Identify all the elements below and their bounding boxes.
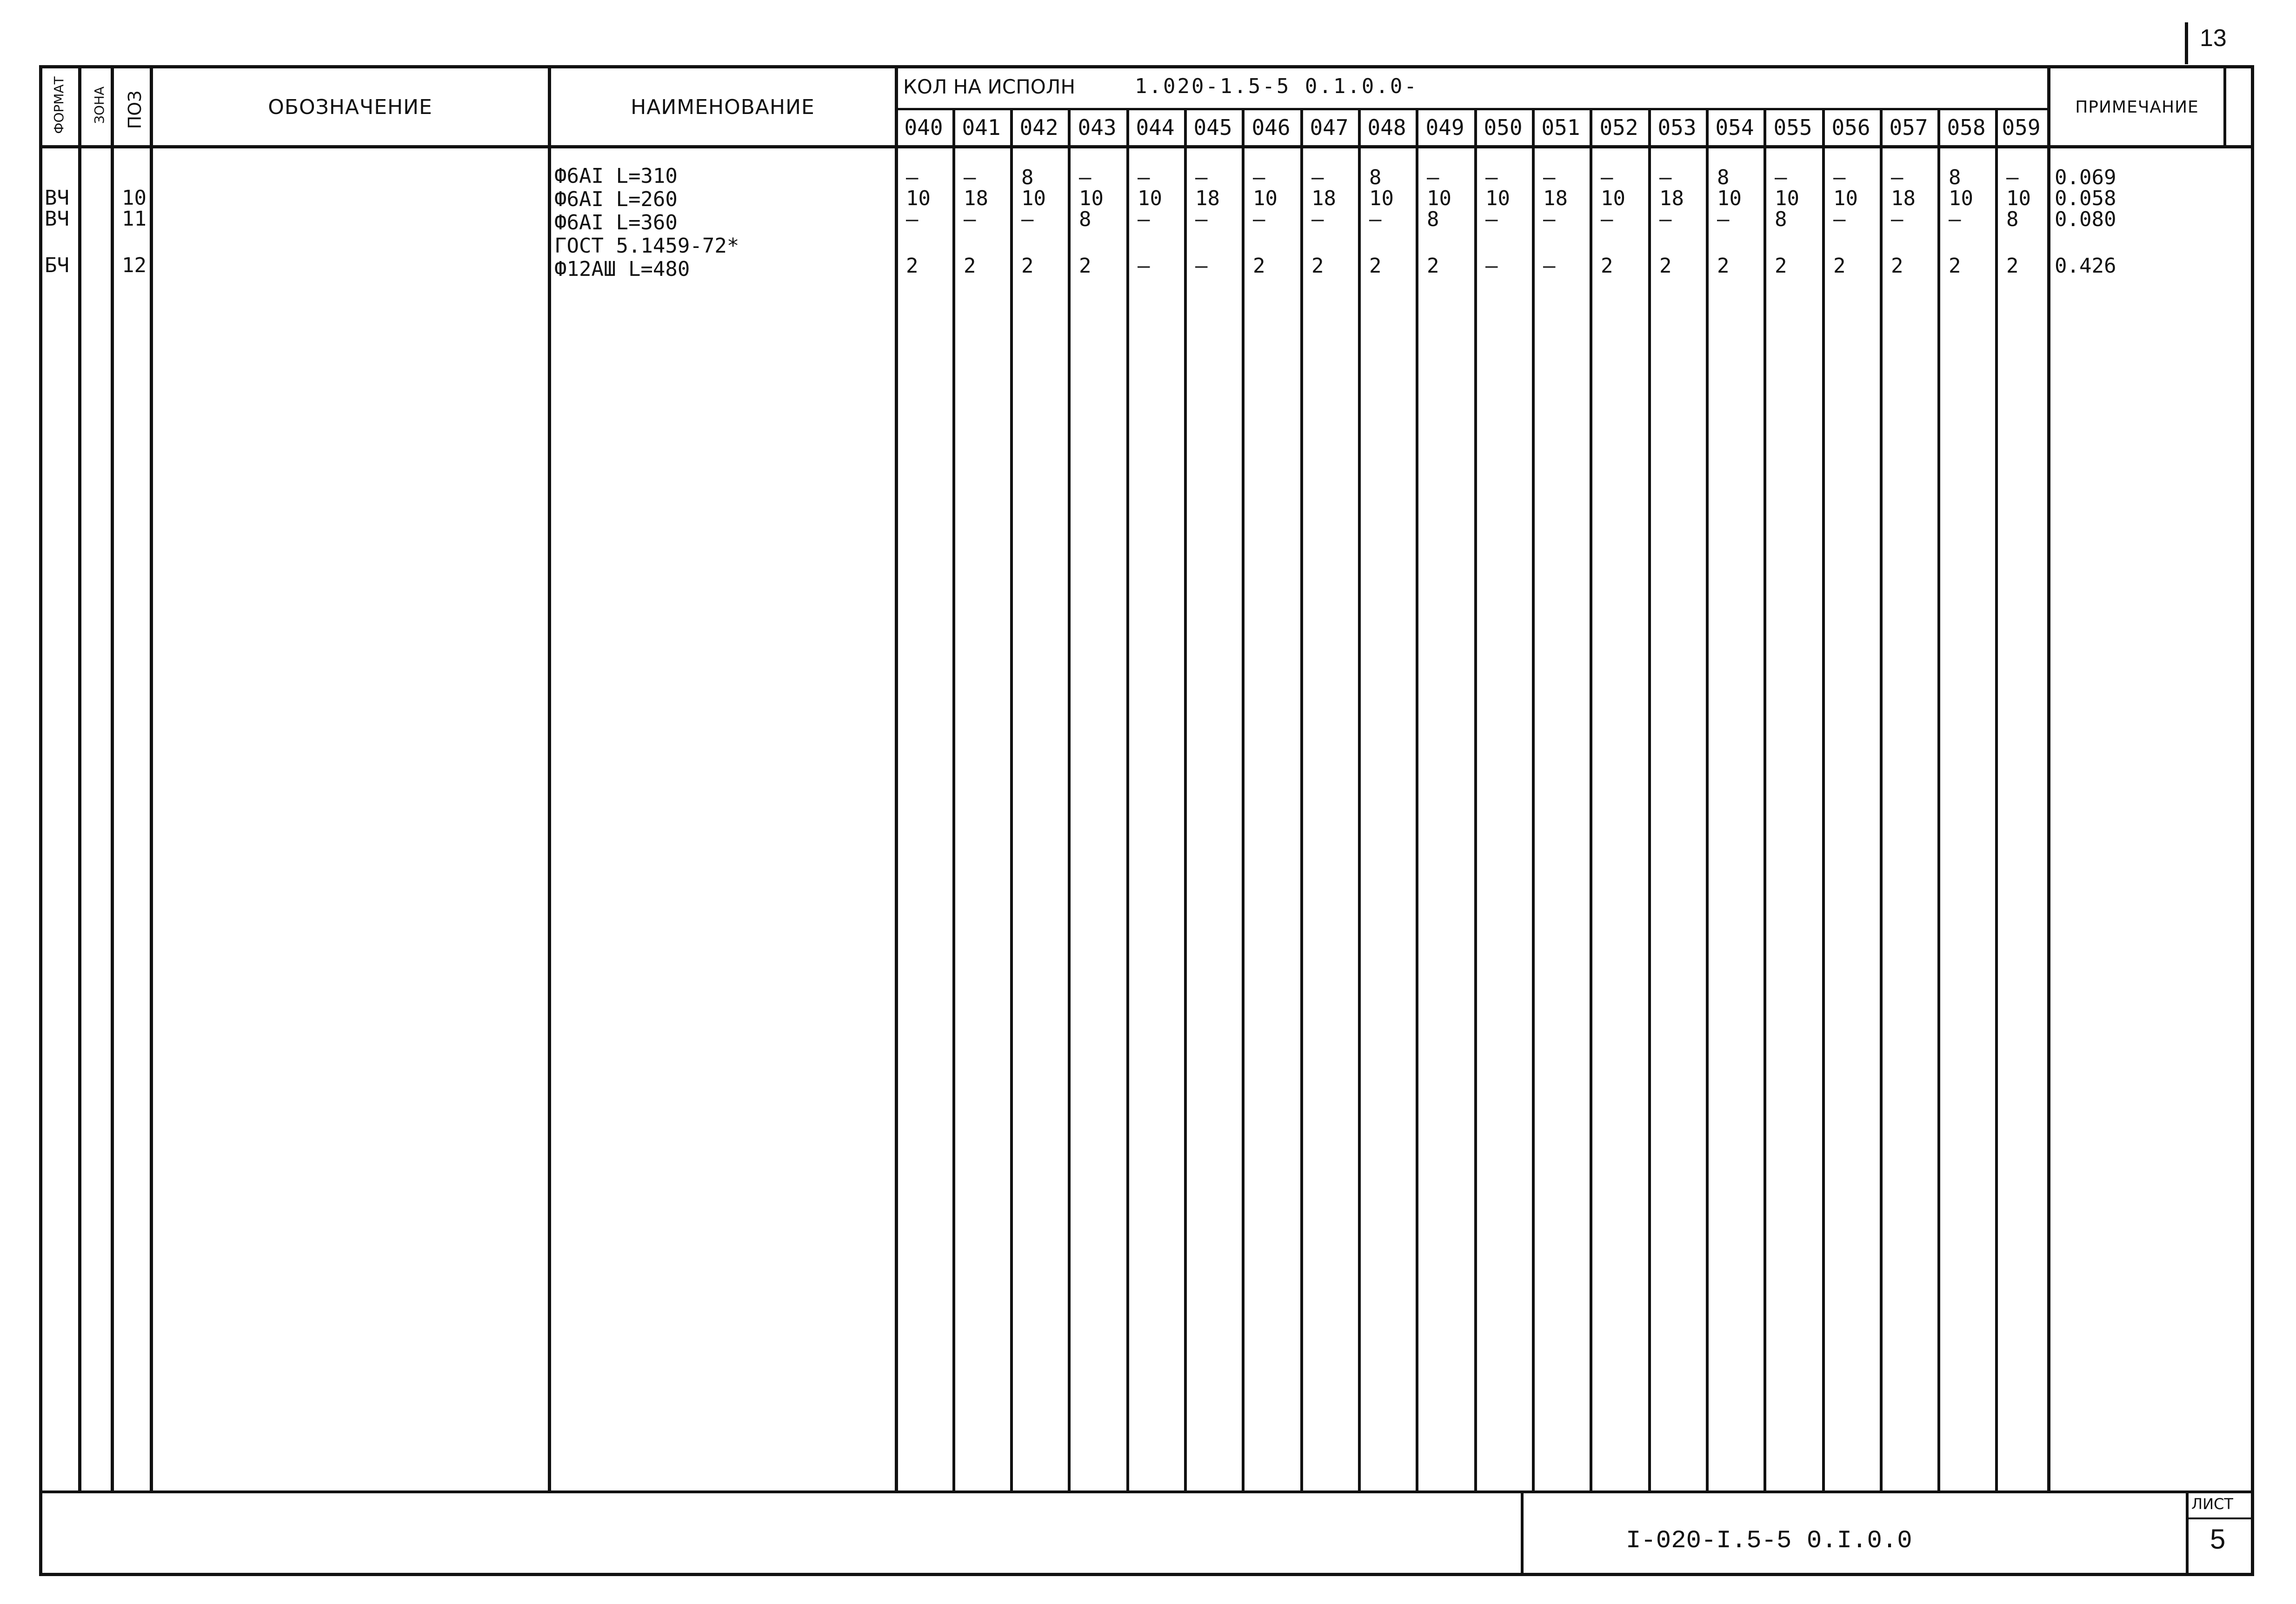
quantity-cell: 18 [1543, 187, 1568, 210]
version-header: 043 [1078, 115, 1117, 140]
version-column-rule [1764, 109, 1766, 1493]
quantity-cell: 2 [1427, 254, 1439, 278]
version-header: 059 [2002, 115, 2041, 140]
column-rule [895, 65, 898, 1493]
row-format: ВЧ [45, 186, 69, 210]
quantity-cell: — [1833, 166, 1846, 189]
version-column-rule [1242, 109, 1244, 1493]
quantity-cell: — [1543, 166, 1556, 189]
document-code: I-020-I.5-5 0.I.0.0 [1626, 1527, 1912, 1555]
name-column [554, 165, 739, 281]
quantity-cell: — [1195, 207, 1208, 231]
quantity-cell: 10 [906, 187, 931, 210]
row-position: 12 [122, 254, 146, 277]
version-column-rule [1880, 109, 1883, 1493]
version-column-rule [1184, 109, 1187, 1493]
header-pos: ПОЗ [125, 90, 145, 129]
quantity-cell: — [1253, 166, 1265, 189]
quantity-cell: — [1891, 207, 1903, 231]
quantity-cell: 2 [964, 254, 976, 278]
quantity-cell: 2 [1311, 254, 1324, 278]
version-header: 046 [1251, 115, 1291, 140]
header-qty-code: 1.020-1.5-5 0.1.0.0- [1135, 74, 1418, 98]
quantity-cell: — [1079, 166, 1091, 189]
name-line: Ф12АШ L=480 [554, 257, 690, 281]
version-header: 056 [1831, 115, 1870, 140]
quantity-cell: — [1138, 166, 1150, 189]
column-rule [2047, 65, 2050, 1493]
note-col-edge [2223, 65, 2226, 147]
page-number-rule [2185, 22, 2188, 64]
version-column-rule [1300, 109, 1303, 1493]
quantity-cell: 18 [1311, 187, 1336, 210]
sheet-number: 5 [2210, 1524, 2226, 1555]
version-header: 042 [1019, 115, 1058, 140]
version-header: 058 [1947, 115, 1986, 140]
quantity-cell: 10 [1833, 187, 1858, 210]
quantity-cell: 2 [1021, 254, 1034, 278]
quantity-cell: 10 [1253, 187, 1278, 210]
quantity-cell: — [1543, 254, 1556, 278]
version-column-rule [1068, 109, 1071, 1493]
quantity-cell: 10 [1021, 187, 1046, 210]
column-rule [150, 65, 153, 1493]
quantity-cell: — [1775, 166, 1787, 189]
quantity-cell: — [2006, 166, 2019, 189]
quantity-cell: 18 [1195, 187, 1220, 210]
quantity-cell: — [1021, 207, 1034, 231]
quantity-cell: 2 [1369, 254, 1382, 278]
quantity-cell: 10 [1427, 187, 1451, 210]
quantity-cell: — [1485, 254, 1498, 278]
quantity-cell: — [1311, 207, 1324, 231]
quantity-cell: — [1601, 207, 1613, 231]
name-line: Ф6АI L=260 [554, 187, 678, 211]
quantity-cell: — [1427, 166, 1439, 189]
name-line: Ф6АI L=360 [554, 211, 678, 234]
quantity-cell: 2 [1949, 254, 1961, 278]
quantity-cell: 8 [1775, 207, 1787, 231]
title-block-rule [39, 1490, 2254, 1493]
row-format: БЧ [45, 254, 69, 277]
quantity-cell: — [1659, 166, 1672, 189]
row-note: 0.080 [2055, 207, 2116, 231]
column-rule [78, 65, 81, 1493]
header-format: ФОРМАТ [51, 76, 67, 134]
quantity-cell: — [1485, 166, 1498, 189]
version-column-rule [952, 109, 955, 1493]
quantity-cell: 10 [1138, 187, 1162, 210]
quantity-cell: — [1543, 207, 1556, 231]
quantity-cell: — [964, 207, 976, 231]
quantity-cell: 18 [1659, 187, 1684, 210]
quantity-cell: 2 [1833, 254, 1846, 278]
quantity-cell: — [906, 166, 918, 189]
quantity-cell: 2 [1891, 254, 1903, 278]
quantity-cell: 8 [2006, 207, 2019, 231]
version-column-rule [1995, 109, 1998, 1493]
quantity-cell: 10 [1369, 187, 1394, 210]
quantity-cell: — [906, 207, 918, 231]
version-header: 045 [1193, 115, 1232, 140]
column-rule [111, 65, 114, 1493]
quantity-cell: 10 [1485, 187, 1510, 210]
quantity-cell: 8 [1949, 166, 1961, 189]
version-header: 040 [904, 115, 943, 140]
quantity-cell: 18 [1891, 187, 1916, 210]
row-note: 0.426 [2055, 254, 2116, 278]
quantity-cell: 2 [1659, 254, 1672, 278]
quantity-cell: 2 [1717, 254, 1730, 278]
quantity-cell: 18 [964, 187, 988, 210]
quantity-cell: — [1949, 207, 1961, 231]
version-column-rule [1822, 109, 1825, 1493]
version-header: 049 [1425, 115, 1464, 140]
header-qty-caption: КОЛ НА ИСПОЛН [903, 75, 1076, 98]
header-note: ПРИМЕЧАНИЕ [2075, 97, 2199, 117]
version-header: 055 [1773, 115, 1812, 140]
quantity-cell: — [1833, 207, 1846, 231]
quantity-cell: 2 [1601, 254, 1613, 278]
version-header: 048 [1367, 115, 1406, 140]
name-line: Ф6АI L=310 [554, 164, 678, 188]
header-rule [39, 145, 2254, 148]
version-column-rule [1648, 109, 1651, 1493]
version-column-rule [1532, 109, 1535, 1493]
quantity-cell: 2 [2006, 254, 2019, 278]
quantity-cell: 2 [906, 254, 918, 278]
quantity-cell: 8 [1079, 207, 1091, 231]
drawing-frame [39, 65, 2254, 1576]
sheet-box-divider [2186, 1490, 2189, 1576]
version-header: 047 [1310, 115, 1349, 140]
quantity-cell: — [1717, 207, 1730, 231]
quantity-cell: — [1195, 166, 1208, 189]
row-position: 10 [122, 186, 146, 210]
quantity-cell: 10 [1949, 187, 1973, 210]
row-position: 11 [122, 207, 146, 231]
quantity-cell: — [1311, 166, 1324, 189]
header-designation: ОБОЗНАЧЕНИЕ [268, 95, 433, 119]
quantity-cell: 8 [1021, 166, 1034, 189]
quantity-cell: 10 [2006, 187, 2031, 210]
title-block-divider [1521, 1490, 1524, 1576]
version-header: 052 [1599, 115, 1638, 140]
sheet-box-rule [2186, 1517, 2254, 1519]
quantity-cell: 2 [1253, 254, 1265, 278]
version-column-rule [1706, 109, 1709, 1493]
version-header: 053 [1657, 115, 1697, 140]
version-header: 041 [962, 115, 1001, 140]
quantity-cell: 2 [1079, 254, 1091, 278]
version-column-rule [1416, 109, 1418, 1493]
version-column-rule [1126, 109, 1129, 1493]
version-header: 044 [1136, 115, 1175, 140]
page-number: 13 [2200, 25, 2227, 52]
version-column-rule [1010, 109, 1013, 1493]
version-column-rule [1937, 109, 1940, 1493]
quantity-cell: — [1138, 207, 1150, 231]
quantity-cell: 8 [1427, 207, 1439, 231]
version-column-rule [1474, 109, 1477, 1493]
version-column-rule [1590, 109, 1592, 1493]
quantity-cell: 8 [1717, 166, 1730, 189]
sheet-label: ЛИСТ [2191, 1495, 2233, 1513]
quantity-cell: — [1485, 207, 1498, 231]
row-note: 0.058 [2055, 187, 2116, 210]
quantity-cell: 10 [1079, 187, 1104, 210]
quantity-cell: — [964, 166, 976, 189]
quantity-cell: — [1138, 254, 1150, 278]
version-header: 054 [1715, 115, 1754, 140]
row-format: ВЧ [45, 207, 69, 231]
quantity-cell: 10 [1775, 187, 1799, 210]
quantity-cell: 8 [1369, 166, 1382, 189]
row-note: 0.069 [2055, 166, 2116, 189]
version-header: 057 [1889, 115, 1928, 140]
quantity-cell: 2 [1775, 254, 1787, 278]
quantity-cell: — [1601, 166, 1613, 189]
version-column-rule [1358, 109, 1361, 1493]
quantity-cell: — [1891, 166, 1903, 189]
quantity-cell: 10 [1601, 187, 1625, 210]
header-name: НАИМЕНОВАНИЕ [631, 95, 815, 119]
version-header: 051 [1541, 115, 1580, 140]
version-header: 050 [1484, 115, 1523, 140]
name-line: ГОСТ 5.1459-72* [554, 234, 739, 258]
quantity-cell: — [1195, 254, 1208, 278]
header-zone: ЗОНА [91, 86, 107, 124]
quantity-cell: — [1659, 207, 1672, 231]
quantity-cell: — [1369, 207, 1382, 231]
quantity-cell: — [1253, 207, 1265, 231]
column-rule [548, 65, 551, 1493]
quantity-cell: 10 [1717, 187, 1742, 210]
